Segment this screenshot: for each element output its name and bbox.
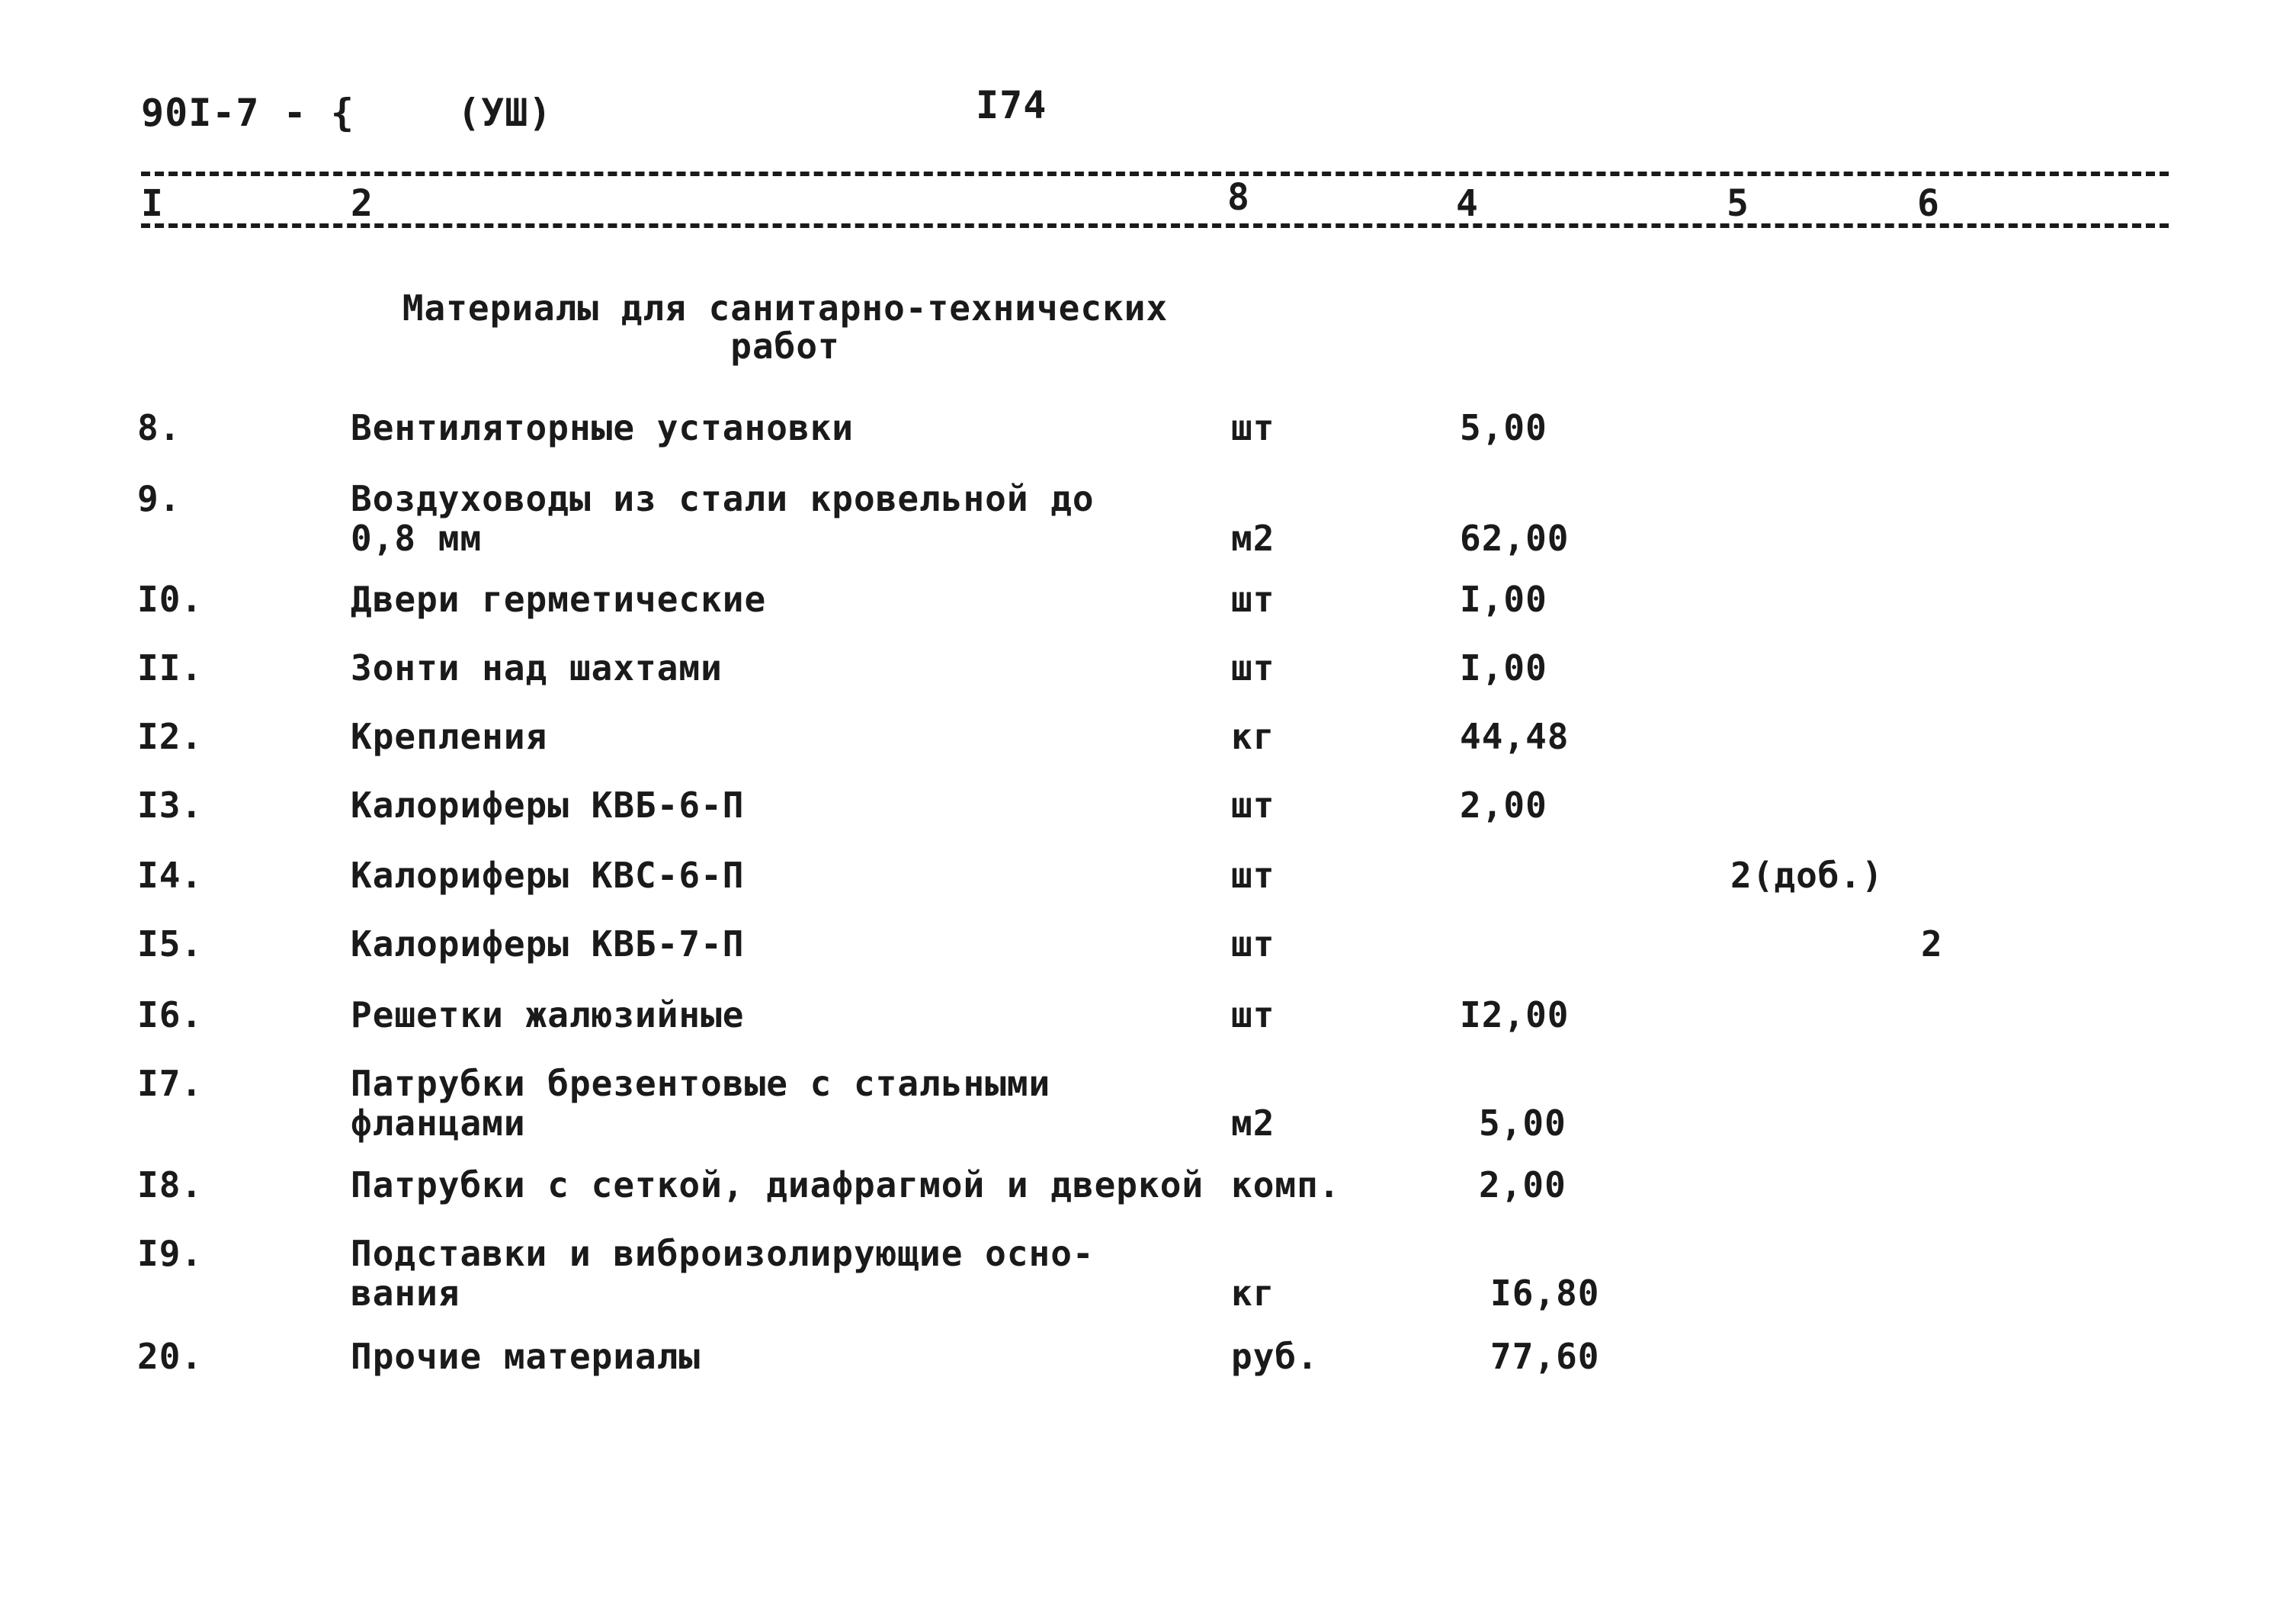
row-unit: м2 <box>1231 518 1275 559</box>
row-qty: I,00 <box>1460 647 1547 689</box>
row-number: 20. <box>137 1336 204 1377</box>
row-qty: I2,00 <box>1460 994 1570 1035</box>
row-name-line: Воздуховоды из стали кровельной до <box>351 478 1095 519</box>
column-number-rule <box>141 223 2169 228</box>
row-number: I6. <box>137 994 204 1035</box>
column-number-4: 4 <box>1456 182 1479 225</box>
row-name-line: Калориферы КВБ-6-П <box>351 785 745 826</box>
row-qty: 77,60 <box>1490 1336 1600 1377</box>
row-name-line: 0,8 мм <box>351 518 483 559</box>
row-unit: руб. <box>1231 1336 1319 1377</box>
row-number: I5. <box>137 923 204 965</box>
section-title-line-2: работ <box>730 326 840 367</box>
row-unit: м2 <box>1231 1103 1275 1144</box>
column-number-5: 5 <box>1727 182 1749 225</box>
row-number: I9. <box>137 1233 204 1274</box>
row-name-line: Вентиляторные установки <box>351 407 854 448</box>
section-code: (УШ) <box>457 91 553 135</box>
row-number: I8. <box>137 1164 204 1205</box>
row-qty: 44,48 <box>1460 716 1570 757</box>
row-number: II. <box>137 647 204 689</box>
row-unit: шт <box>1231 407 1275 448</box>
row-name-line: вания <box>351 1273 460 1314</box>
row-name-line: Крепления <box>351 716 548 757</box>
row-unit: кг <box>1231 1273 1275 1314</box>
row-name-line: Прочие материалы <box>351 1336 701 1377</box>
column-number-3: 8 <box>1227 176 1250 219</box>
row-unit: кг <box>1231 716 1275 757</box>
row-unit: шт <box>1231 855 1275 896</box>
column-number-6: 6 <box>1917 182 1940 225</box>
top-rule <box>141 172 2169 176</box>
row-qty: 5,00 <box>1479 1103 1566 1144</box>
row-unit: шт <box>1231 647 1275 689</box>
row-number: I3. <box>137 785 204 826</box>
row-number: I2. <box>137 716 204 757</box>
row-qty: 5,00 <box>1460 407 1547 448</box>
row-qty: 2,00 <box>1479 1164 1566 1205</box>
row-qty: I,00 <box>1460 579 1547 620</box>
row-name-line: Зонти над шахтами <box>351 647 723 689</box>
row-name-line: Патрубки с сеткой, диафрагмой и дверкой <box>351 1164 1204 1205</box>
row-qty: 2,00 <box>1460 785 1547 826</box>
page-number: I74 <box>976 83 1047 127</box>
row-name-line: Подставки и виброизолирующие осно- <box>351 1233 1095 1274</box>
row-number: I7. <box>137 1063 204 1104</box>
row-number: 9. <box>137 478 181 519</box>
row-name-line: Патрубки брезентовые с стальными <box>351 1063 1051 1104</box>
column-number-2: 2 <box>351 182 374 225</box>
row-unit: комп. <box>1231 1164 1341 1205</box>
section-title-line-1: Материалы для санитарно-технических <box>402 287 1169 329</box>
document-code: 90I-7 - { <box>141 91 354 135</box>
column-number-1: I <box>141 182 164 225</box>
row-name-line: Калориферы КВБ-7-П <box>351 923 745 965</box>
row-unit: шт <box>1231 579 1275 620</box>
row-qty: I6,80 <box>1490 1273 1600 1314</box>
row-name-line: Калориферы КВС-6-П <box>351 855 745 896</box>
row-name-line: фланцами <box>351 1103 526 1144</box>
row-number: I4. <box>137 855 204 896</box>
row-qty: 62,00 <box>1460 518 1570 559</box>
row-number: 8. <box>137 407 181 448</box>
row-col5: 2(доб.) <box>1730 855 1884 896</box>
row-col6: 2 <box>1921 923 1943 965</box>
row-name-line: Решетки жалюзийные <box>351 994 745 1035</box>
row-name-line: Двери герметические <box>351 579 767 620</box>
row-number: I0. <box>137 579 204 620</box>
row-unit: шт <box>1231 785 1275 826</box>
row-unit: шт <box>1231 994 1275 1035</box>
row-unit: шт <box>1231 923 1275 965</box>
